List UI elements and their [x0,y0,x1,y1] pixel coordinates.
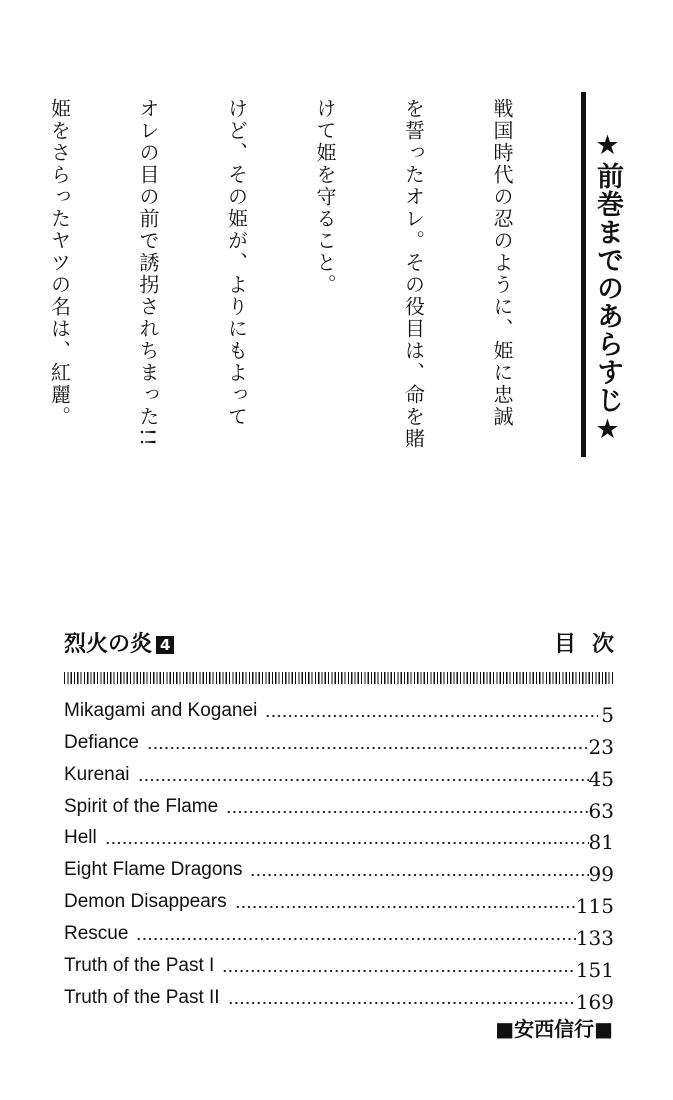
volume-badge: 4 [156,636,174,654]
chapter-page: 169 [575,989,614,1014]
summary-line: を誓ったオレ。その役目は、命を賭 [401,98,426,450]
chapter-page: 115 [575,894,614,919]
dot-leader [138,778,589,782]
chapter-title: Kurenai [64,763,130,785]
toc-entry[interactable] [64,977,614,1014]
toc-header [64,632,630,666]
series-title [64,632,174,658]
toc-label: 目次 [553,632,630,657]
chapter-page: 23 [588,734,614,759]
chapter-title: Eight Flame Dragons [64,859,243,881]
chapter-page: 99 [588,862,614,887]
chapter-page: 5 [601,702,614,727]
series-name: 烈火の炎 [64,632,153,657]
summary-line: 姫をさらったヤツの名は、紅麗。 [47,98,72,428]
dot-leader [226,810,588,814]
chapter-page: 63 [588,798,614,823]
dot-leader [250,873,588,877]
chapter-page: 151 [575,958,614,983]
toc-entry[interactable] [64,849,614,887]
toc-entry[interactable] [64,913,614,951]
table-of-contents [64,690,614,1014]
chapter-title: Demon Disappears [64,891,227,913]
dot-leader [147,746,589,750]
dot-leader [235,905,576,909]
summary-line: けど、その姫が、よりにもよって [224,98,249,428]
summary-line: 戦国時代の忍のように、姫に忠誠 [490,98,514,428]
chapter-page: 81 [588,830,614,855]
chapter-title: Truth of the Past II [64,986,220,1008]
summary-header [581,92,625,457]
dot-leader [136,937,575,941]
dot-leader [105,841,589,845]
summary-text [0,98,575,458]
author-name: ■安西信行■ [495,1017,613,1041]
toc-entry[interactable] [64,786,614,823]
chapter-page: 133 [575,926,614,951]
chapter-title: Truth of the Past I [64,955,215,977]
toc-entry[interactable] [64,881,614,919]
chapter-title: Mikagami and Koganei [64,699,258,721]
toc-entry[interactable] [64,945,614,983]
toc-entry[interactable] [64,818,614,855]
chapter-title: Hell [64,827,97,849]
summary-title: ★前巻までのあらすじ★ [592,130,623,446]
story-summary [47,92,625,462]
chapter-title: Rescue [64,923,129,945]
dot-leader [228,1001,576,1005]
hatched-divider [64,672,614,684]
chapter-title: Defiance [64,731,139,753]
toc-entry[interactable] [64,690,614,727]
toc-entry[interactable] [64,722,614,759]
chapter-page: 45 [588,766,614,791]
toc-entry[interactable] [64,754,614,791]
summary-line: オレの目の前で誘拐されちまった!! [136,98,160,449]
chapter-title: Spirit of the Flame [64,795,219,817]
dot-leader [265,714,598,718]
dot-leader [222,969,576,973]
summary-line: けて姫を守ること。 [313,98,337,296]
